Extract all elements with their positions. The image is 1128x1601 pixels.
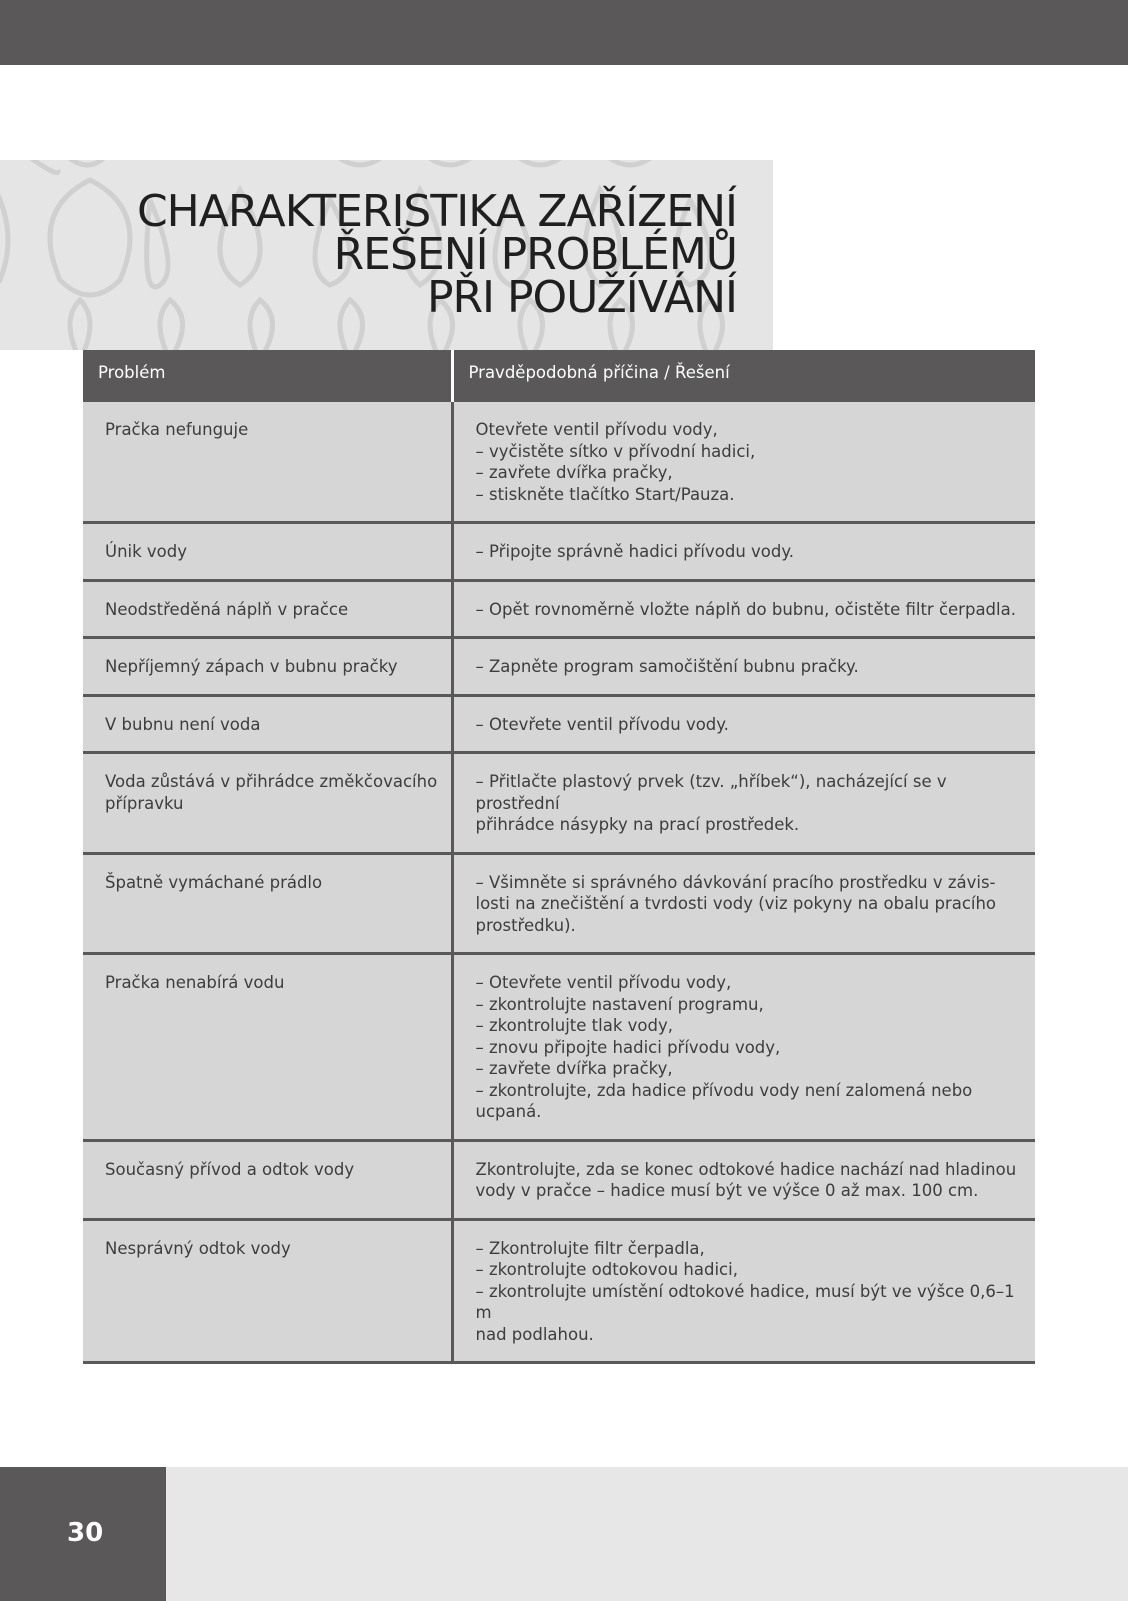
solution-line: – zkontrolujte, zda hadice přívodu vody není zalomená nebo ucpaná.: [475, 1080, 973, 1121]
table-row: [83, 753, 1035, 854]
title-line-1: CHARAKTERISTIKA ZAŘÍZENÍ: [136, 186, 737, 237]
problem-cell: Nesprávný odtok vody: [83, 1219, 452, 1363]
table-row: [83, 523, 1035, 581]
solution-line: prostředku).: [475, 915, 576, 935]
page-title: [136, 186, 737, 323]
header-bar: [0, 0, 1128, 65]
solution-line: nad podlahou.: [475, 1324, 594, 1344]
solution-cell: [452, 580, 1035, 638]
solution-cell: [452, 1140, 1035, 1219]
solution-line: – vyčistěte sítko v přívodní hadici,: [475, 441, 756, 461]
solution-line: – Všimněte si správného dávkování pracího prostředku v závis-: [475, 872, 996, 892]
page-number: 30: [67, 1518, 104, 1548]
footer-band: [166, 1467, 1128, 1601]
problem-cell: Pračka nefunguje: [83, 402, 452, 523]
table-row: [83, 954, 1035, 1141]
title-line-3: PŘI POUŽÍVÁNÍ: [426, 272, 737, 323]
solution-line: – zkontrolujte umístění odtokové hadice, musí být ve výšce 0,6–1 m: [475, 1281, 1015, 1322]
solution-line: – Otevřete ventil přívodu vody.: [475, 714, 729, 734]
solution-cell: [452, 853, 1035, 954]
solution-cell: [452, 638, 1035, 696]
solution-line: – zkontrolujte tlak vody,: [475, 1016, 673, 1035]
solution-cell: [452, 753, 1035, 854]
solution-line: – Zapněte program samočištění bubnu pračky.: [475, 657, 859, 676]
solution-cell: [452, 1219, 1035, 1363]
solution-line: – zkontrolujte nastavení programu,: [475, 994, 764, 1014]
solution-line: – zkontrolujte odtokovou hadici,: [475, 1260, 738, 1279]
problem-cell: Únik vody: [83, 523, 452, 581]
table-row: [83, 1219, 1035, 1363]
problem-cell: V bubnu není voda: [83, 695, 452, 753]
table-row: [83, 695, 1035, 753]
problem-cell: Nepříjemný zápach v bubnu pračky: [83, 638, 452, 696]
table-row: [83, 402, 1035, 523]
header-problem: Problém: [83, 350, 452, 402]
solution-line: – Otevřete ventil přívodu vody,: [475, 973, 732, 992]
solution-line: Otevřete ventil přívodu vody,: [475, 420, 718, 439]
troubleshooting-table: [83, 350, 1035, 1364]
solution-cell: [452, 695, 1035, 753]
solution-line: – znovu připojte hadici přívodu vody,: [475, 1037, 781, 1057]
solution-cell: [452, 402, 1035, 523]
solution-line: – Zkontrolujte filtr čerpadla,: [475, 1238, 705, 1258]
solution-line: – Opět rovnoměrně vložte náplň do bubnu, očistěte filtr čerpadla.: [475, 599, 1016, 619]
solution-line: losti na znečištění a tvrdosti vody (viz pokyny na obalu pracího: [475, 894, 997, 913]
solution-line: – Připojte správně hadici přívodu vody.: [475, 542, 795, 561]
solution-line: Zkontrolujte, zda se konec odtokové hadice nachází nad hladinou: [475, 1159, 1017, 1179]
solution-cell: [452, 954, 1035, 1141]
solution-line: – stiskněte tlačítko Start/Pauza.: [475, 484, 735, 504]
problem-cell: [83, 753, 452, 854]
table-row: [83, 638, 1035, 696]
problem-line: přípravku: [105, 793, 184, 813]
solution-line: – Přitlačte plastový prvek (tzv. „hříbek“), nacházející se v prostřední: [475, 772, 947, 813]
table-header-row: [83, 350, 1035, 402]
title-banner: [0, 160, 773, 350]
table-row: [83, 853, 1035, 954]
solution-cell: [452, 523, 1035, 581]
header-solution: Pravděpodobná příčina / Řešení: [452, 350, 1035, 402]
title-line-2: ŘEŠENÍ PROBLÉMŮ: [333, 229, 737, 280]
table-row: [83, 580, 1035, 638]
table-row: [83, 1140, 1035, 1219]
problem-cell: Špatně vymáchané prádlo: [83, 853, 452, 954]
problem-cell: Současný přívod a odtok vody: [83, 1140, 452, 1219]
problem-cell: Pračka nenabírá vodu: [83, 954, 452, 1141]
solution-line: – zavřete dvířka pračky,: [475, 463, 673, 482]
solution-line: vody v pračce – hadice musí být ve výšce 0 až max. 100 cm.: [475, 1181, 979, 1200]
problem-line: Voda zůstává v přihrádce změkčovacího: [105, 772, 438, 791]
solution-line: přihrádce násypky na prací prostředek.: [475, 815, 800, 834]
problem-cell: Neodstředěná náplň v pračce: [83, 580, 452, 638]
solution-line: – zavřete dvířka pračky,: [475, 1059, 673, 1078]
